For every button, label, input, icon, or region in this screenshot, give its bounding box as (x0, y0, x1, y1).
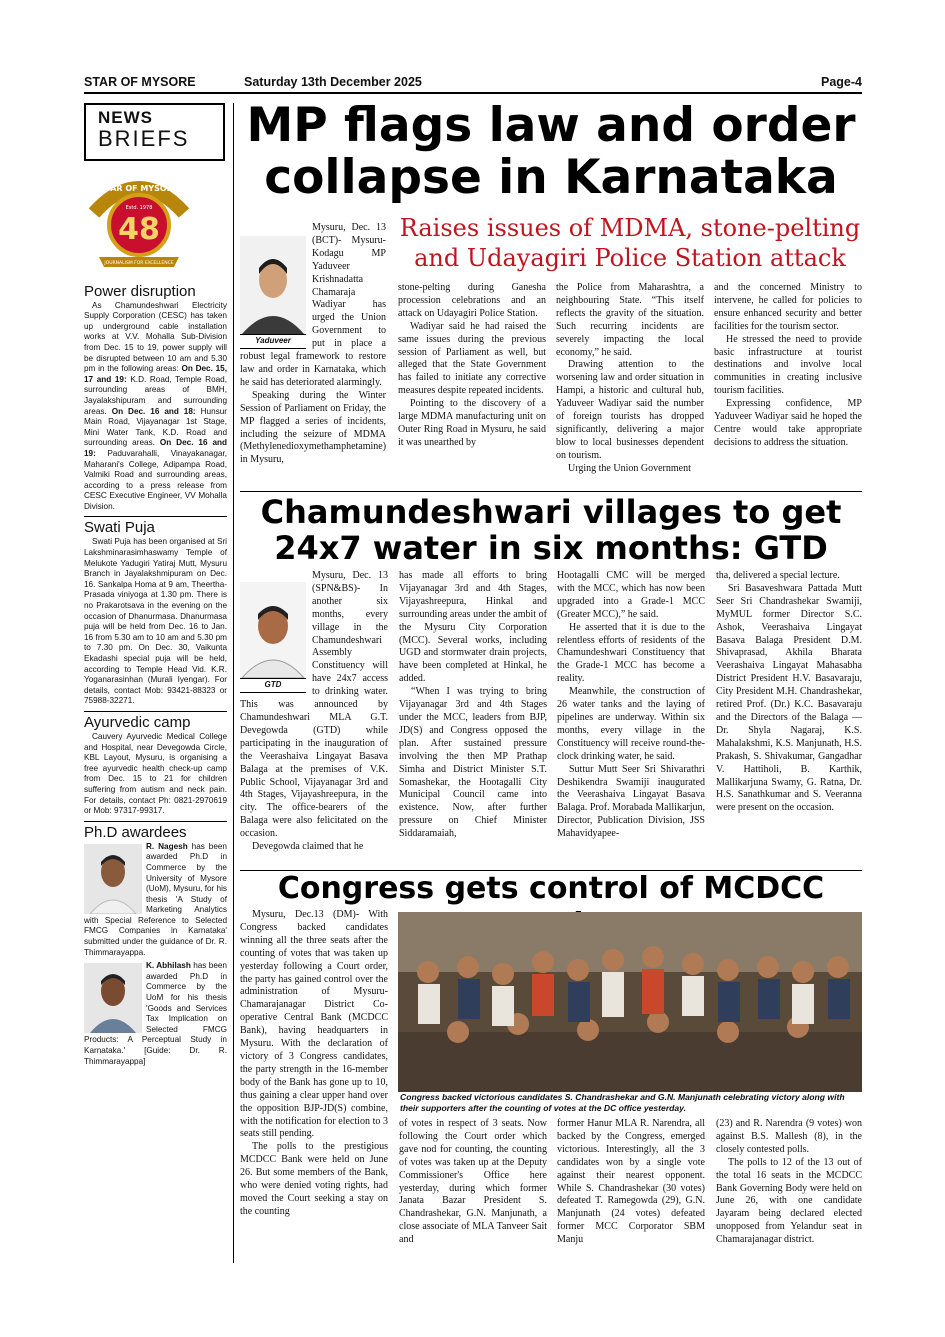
phd-heading: Ph.D awardees (84, 821, 227, 842)
phd-text: has been awarded Ph.D in Commerce by the UoM for his thesis 'Goods and Services Tax Implication on Selected FMCG Products: A Perceptual Study in Karnataka.' [Guide: Dr. R. Thimmarayappa] (84, 961, 227, 1066)
article3-col2: of votes in respect of 3 seats. Now following the Court order which gave nod for counting, the counting of votes was taken up at the Deputy Commissioner's Office here yesterday, during which former Janata Bazar President S. Chandrashekar, G.N. Manjunath, a close associate of MLA Tanveer Sait and (399, 1118, 547, 1246)
article-separator (240, 491, 862, 492)
celebration-photo (398, 912, 862, 1092)
column-separator (233, 103, 234, 1263)
article3-col4: (23) and R. Narendra (9 votes) won against B.S. Mallesh (8), in the closely contested polls. The polls to 12 of the 13 out of the total 16 seats in the MCDCC Bank Governing Body were held on June 26, with one candidate Jayaram being declared elected unopposed from Yelandur seat in Chamarajanagar district. (716, 1118, 862, 1246)
puja-heading: Swati Puja (84, 516, 227, 537)
news-briefs-title (84, 103, 225, 161)
abhilash-photo (84, 963, 142, 1033)
article2-col2: has made all efforts to bring Vijayanagar 3rd and 4th Stages, Vijayashreepura, Hinkal and surrounding areas under the ambit of the Mysuru City Corporation (MCC). Several works, including UGD and stormwater drain projects, have been completed at Hinkal, he added. “When I was trying to bring Vijayanagar 3rd and 4th Stages under the MCC, leaders from BJP, JD(S) and Congress opposed the plan. After sustained pressure involving the then MP Prathap Simha and District Minister S.T. Somashekar, the Hootagalli City Municipal Council came into existence. Now, after further pressure on Chief Minister Siddaramaiah, (399, 570, 547, 840)
phd-name: K. Abhilash (146, 961, 191, 971)
photo-caption: GTD (240, 678, 306, 693)
page-header (84, 75, 862, 92)
logo-estd: Estd. 1978 (125, 205, 153, 211)
photo-caption: Yaduveer (240, 334, 306, 349)
power-text: As Chamundeshwari Electricity Supply Corporation (CESC) has taken up underground cable installation works at V.V. Mohalla Sub-Division from Dec. 15 to 19, power supply will be disrupted between 10 am and 5.30 pm in the following areas: On Dec. 15, 17 and 19: K.D. Road, Temple Road, surrounding areas of BMH, Jayalakshipuram and surrounding areas. On Dec. 16 and 18: Hunsur Main Road, Vijayanagar 1st Stage, Mini Water Tank, K.D. Road and surrounding areas. On Dec. 16 and 19: Paduvarahalli, Vinayakanagar, Maharani's College, Adipampa Road, Valmiki Road and surrounding areas, according to a press release from CESC Executive Engineer, VV Mohalla Division. (84, 300, 227, 511)
publication-name: STAR OF MYSORE (84, 75, 196, 89)
phd-text: has been awarded Ph.D in Commerce by the University of Mysore (UoM), Mysuru, for his thesis 'A Study of Marketing Analytics with Special Reference to Selected FMCG Companies in Karnataka' submitted under the guidance of Dr. R. Thimmarayappa. (84, 841, 227, 957)
article2-col3: Hootagalli CMC will be merged with the MCC, which has now been upgraded into a Grade-1 MCC (Greater MCC),” he said. He asserted that it is due to the relentless efforts of residents of the Chamundeshwari Constituency that the Grade-1 MCC has become a reality. Meanwhile, the construction of 26 water tanks and the laying of pipelines are underway. Within six months, every village in the Constituency will receive round-the-clock drinking water, he said. Suttur Mutt Seer Sri Shivarathri Deshikendra Swamiji inaugurated the Veerashaiva Lingayat Basava Balaga. Prof. Morabada Mallikarjun, Director, Publication Division, JSS Mahavidyapee- (557, 570, 705, 840)
logo-ribbon: JOURNALISM FOR EXCELLENCE (104, 261, 174, 266)
puja-text: Swati Puja has been organised at Sri Lakshminarasimhaswamy Temple of Melukote Yadugiri Yatiraj Mutt, Mysuru Branch in Jayalakshmipuram on Dec. 16. Sankalpa Homa at 9 am, Theertha-Prasada viniyoga at 1.30 pm. There is no Prakarotsava in the evening on the occasion of Dhanurmasa. Dhanurmasa puja will be held from Dec. 16 to Jan. 16 from 5.30 am to 10 am and 5.30 pm to 7.30 pm. On Dec. 30, Vaikunta Ekadashi special puja will be held, according to Temple Head Vid. K.R. Yoganarasinhan (Murali Iyengar). For details, contact Mob: 93421-88323 or 75988-32271. (84, 537, 227, 706)
issue-date: Saturday 13th December 2025 (244, 75, 422, 89)
power-heading: Power disruption (84, 282, 196, 300)
article2-col4: tha, delivered a special lecture. Sri Basaveshwara Pattada Mutt Seer Sri Chandrashekar Swamiji, MyMUL former Director S.C. Ashok, Veerashaiva Lingayat Basava Balaga President D.M. Shivaprasad, Akhila Bharata Veerashaiva Lingayat Mahasabha District President H.V. Basavaraju, City President M.H. Chandrashekar, retired Prof. (Dr.) K.C. Basavaraju and the Directors of the Balaga — Dr. Shyla Nagaraj, K.S. Mahalakshmi, K.S. Manjunath, H.S. Prakash, S. Shivakumar, Gangadhar V. Hattiholi, B. Karthik, Mallikarjuna Swamy, G. Ratna, Dr. H.S. Sanathkumar and S. Veeranna were present on the occasion. (716, 570, 862, 814)
article2-headline: Chamundeshwari villages to get 24x7 water in six months: GTD (260, 493, 842, 567)
header-rule (84, 92, 862, 94)
page-number: Page-4 (821, 75, 862, 89)
article1-col3: the Police from Maharashtra, a neighbouring State. “This itself reflects the gravity of the situation. Such recurring incidents are severely impacting the local economy,” he said. Drawing attention to the worsening law and order situation in Hampi, a historic and cultural hub, Yaduveer Wadiyar said the number of foreign tourists has dropped significantly, delivering a major blow to local businesses dependent on tourism. Urging the Union Government (556, 282, 704, 474)
article1-col1: Yaduveer Mysuru, Dec. 13 (BCT)- Mysuru-Kodagu MP Yaduveer Krishnadatta Chamaraja Wadiyar has urged the Union Government to put in place a robust legal framework to restore law and order in Karnataka, which he said has deteriorated alarmingly. Speaking during the Winter Session of Parliament on Friday, the MP flagged a series of incidents, including the seizure of MDMA (Methylenedioxymethamphetamine) in Mysuru, (240, 222, 386, 466)
article1-headline: MP flags law and order collapse in Karnataka (246, 98, 856, 205)
phd-name: R. Nagesh (146, 841, 188, 851)
news-briefs-sidebar (84, 103, 227, 1265)
article1-col2: stone-pelting during Ganesha procession celebrations and an attack on Udayagiri Police Station. Wadiyar said he had raised the same issues during the previous session of Parliament as well, but alleged that the State Government has failed to initiate any corrective measures despite repeated incidents. Pointing to the discovery of a large MDMA manufacturing unit on Outer Ring Road in Mysuru, he said it was unearthed by (398, 282, 546, 448)
nagesh-photo (84, 844, 142, 914)
article1-subheadline: Raises issues of MDMA, stone-pelting and Udayagiri Police Station attack (399, 214, 861, 272)
article3-col3: former Hanur MLA R. Narendra, all backed by the Congress, emerged victorious. Interestingly, all the 3 candidates won by a single vote against their nearest opponent. While S. Chandrashekar (30 votes) defeated T. Ramegowda (29), G.N. Manjunath (24 votes) defeated former MCC Corporator SBM Manju (557, 1118, 705, 1246)
gtd-photo-box (240, 582, 306, 693)
news-label: NEWS (98, 108, 153, 127)
ayurvedic-heading: Ayurvedic camp (84, 711, 227, 732)
article1-col4: and the concerned Ministry to intervene, he called for policies to ensure enhanced security and better facilities for the tourism sector. He stressed the need to provide basic infrastructure at tourist destinations and involve local communities in creating inclusive tourism facilities. Expressing confidence, MP Yaduveer Wadiyar said he hoped the Centre would take appropriate decisions to address the situation. (714, 282, 862, 448)
briefs-label: BRIEFS (98, 126, 190, 151)
article3-headline: Congress gets control of MCDCC (277, 871, 825, 906)
anniversary-logo (84, 173, 194, 273)
article3-col1: Mysuru, Dec.13 (DM)- With Congress backed candidates winning all the three seats after the counting of votes that was taken up yesterday following a Court order, the party has gained control over the administration of Mysuru-Chamarajanagar District Co-operative Central Bank (MCDCC Bank), having headquarters in Mysuru. With the declaration of victory of 3 Congress candidates, the party strength in the 16-member body of the Bank has gone up to 10, thus gaining a clear upper hand over the opposition BJP-JD(S) combine, with the notification for election to 3 seats still pending. The polls to the prestigious MCDCC Bank were held on June 26. But some members of the Bank, who were denied voting rights, had moved the Court seeking a stay on the counting (240, 909, 388, 1217)
phd-item (84, 961, 227, 1067)
yaduveer-photo-box (240, 236, 306, 349)
article2-col1: GTD Mysuru, Dec. 13 (SPN&BS)- In another six months, every village in the Chamundeshwari Assembly Constituency will have 24x7 access to drinking water. This was announced by Chamundeshwari MLA G.T. Devegowda (GTD) while participating in the inauguration of the Veerashaiva Lingayat Basava Balaga at the premises of V.K. Public School, Vijayanagar 3rd and 4th Stages, Vijayashreepura, in the city. The office-bearers of the Balaga were also felicitated on the occasion. Devegowda claimed that he (240, 570, 388, 853)
yaduveer-photo (240, 236, 306, 334)
phd-item (84, 842, 227, 959)
gtd-photo (240, 582, 306, 678)
photo-caption: Congress backed victorious candidates S. Chandrashekar and G.N. Manjunath celebrating victory along with their supporters after the counting of votes at the DC office yesterday. (400, 1092, 845, 1113)
logo-text-top: STAR OF MYSORE (99, 184, 179, 193)
ayurvedic-text: Cauvery Ayurvedic Medical College and Hospital, near Devegowda Circle, KBL Layout, Mysuru, is organising a free ayurvedic health check-up camp from Dec. 15 to 21 for children suffering from autism and neck pain. For details, contact Ph: 0821-2970619 or Mob: 97317-99317. (84, 731, 227, 816)
logo-number: 48 (118, 212, 160, 247)
